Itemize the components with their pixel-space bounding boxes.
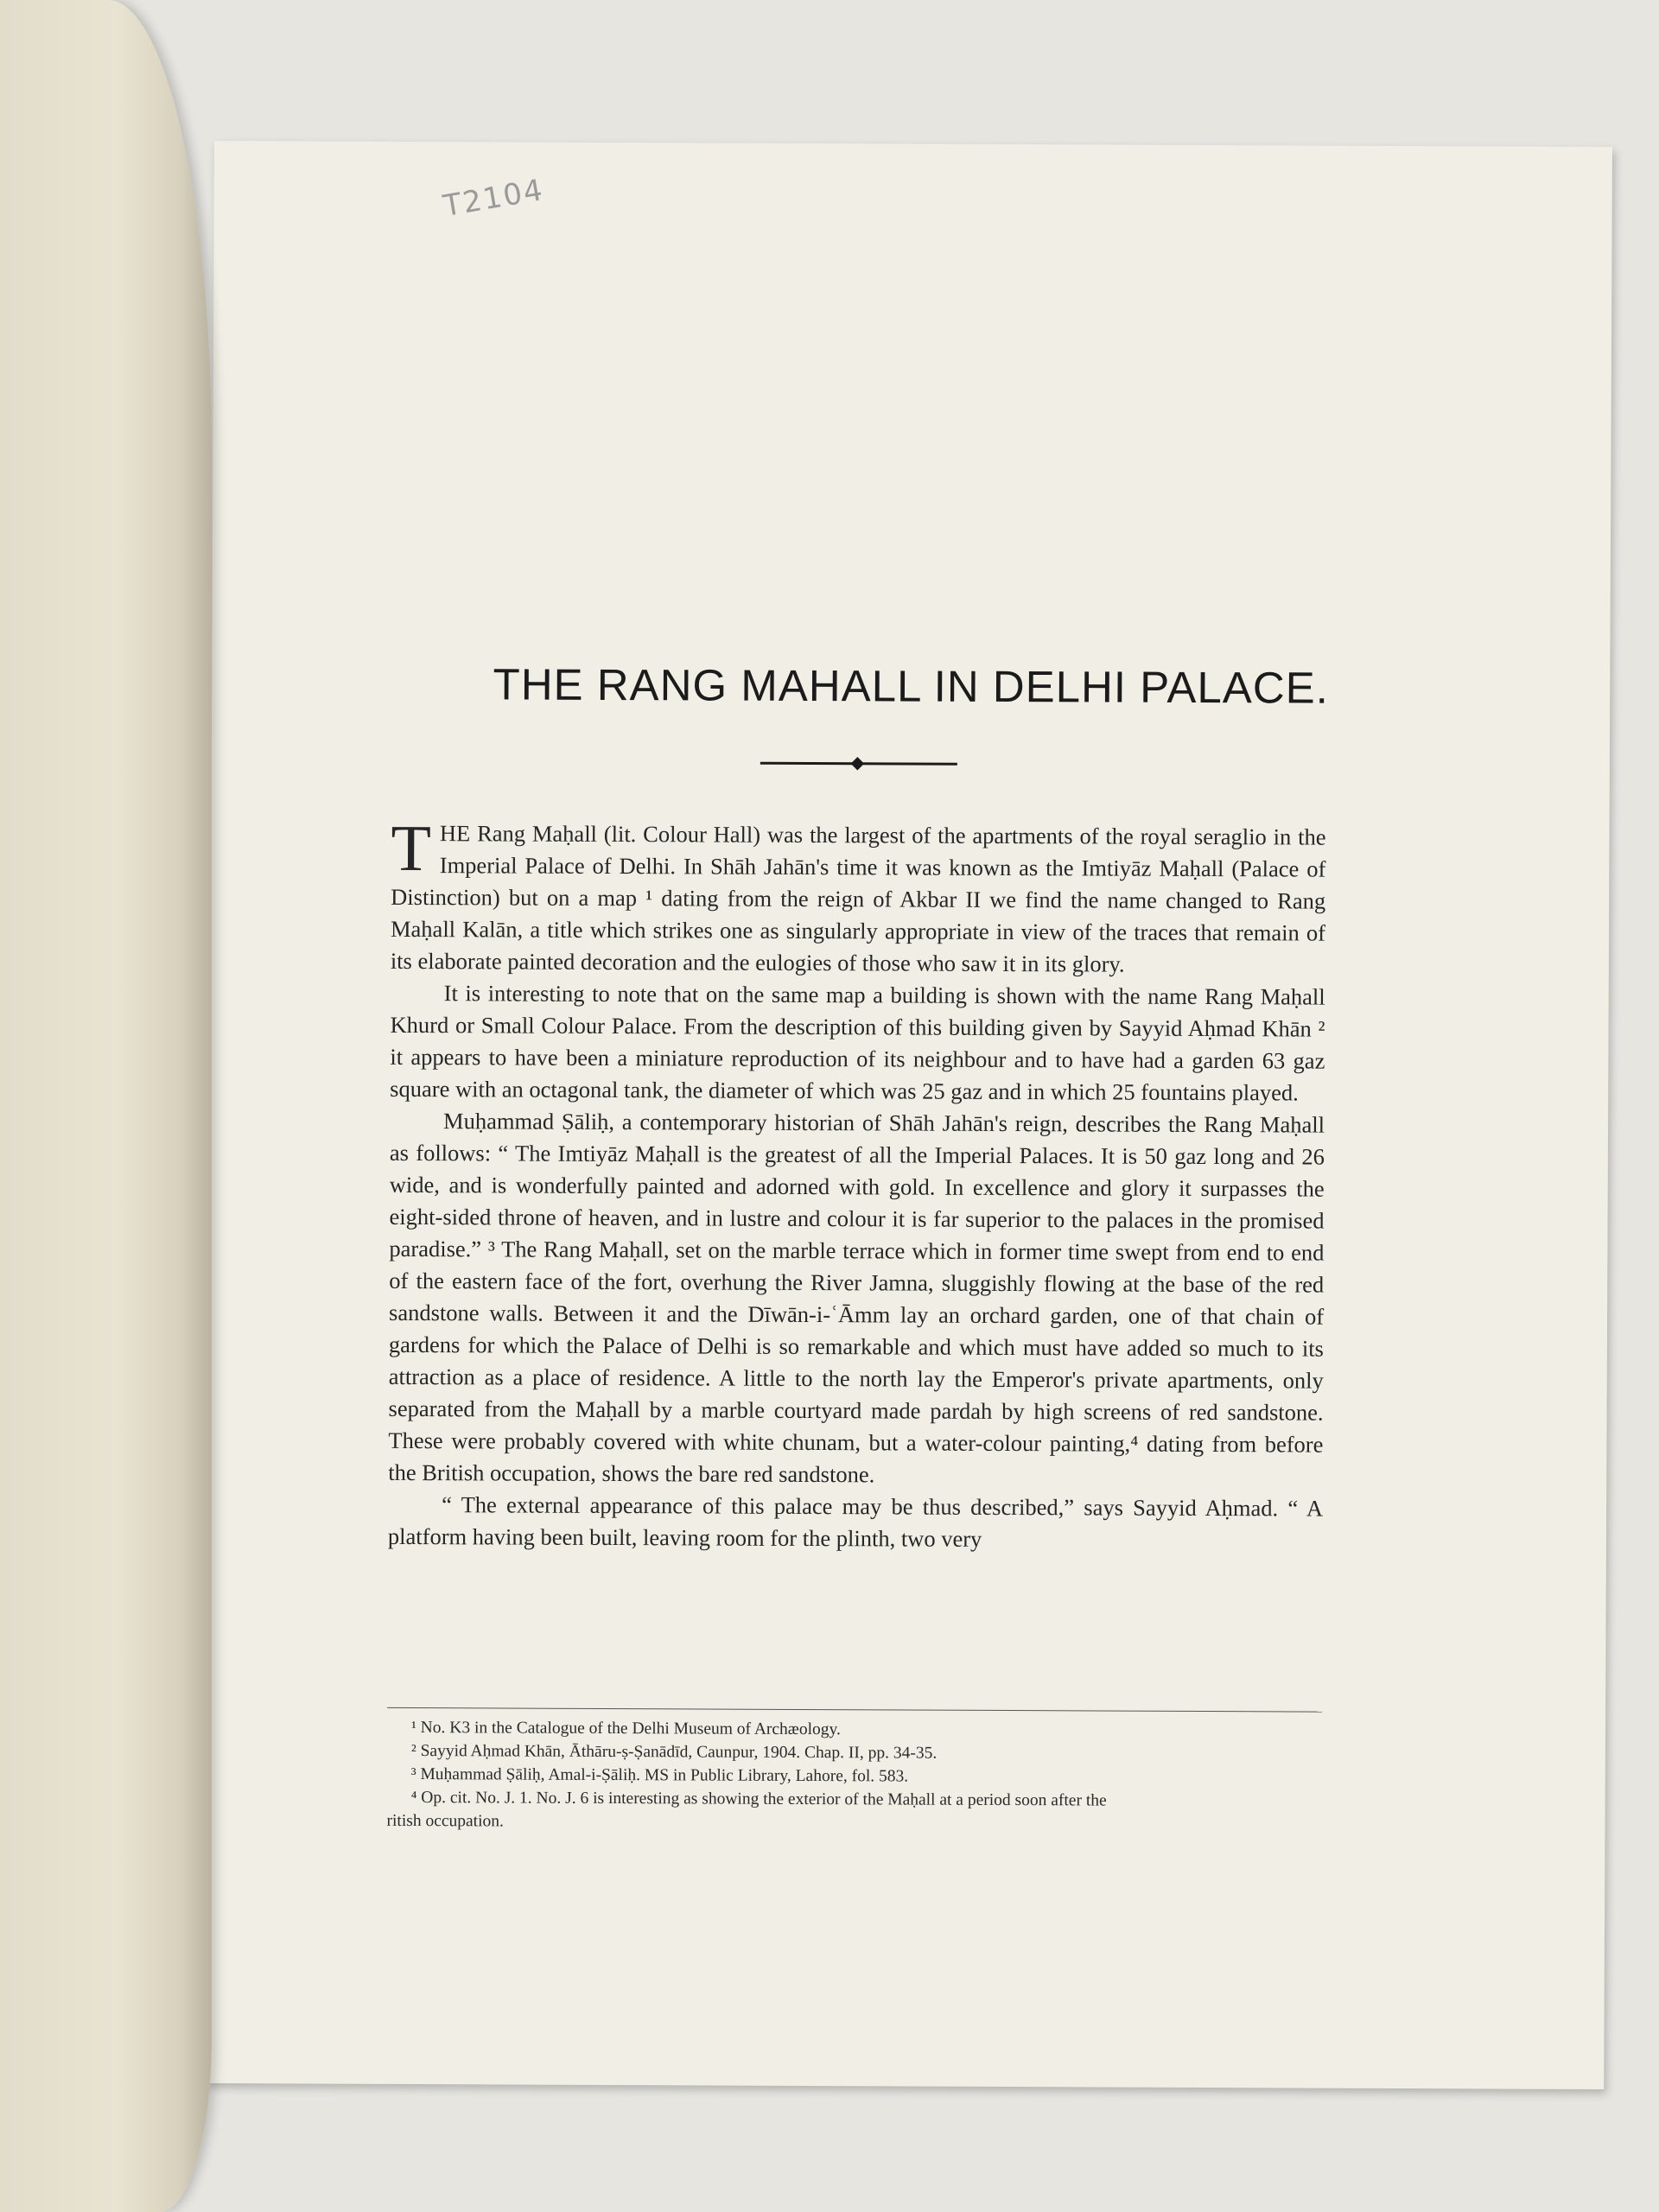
title-ornament-diamond	[851, 757, 865, 771]
paragraph-1	[390, 811, 1326, 982]
book-page	[206, 141, 1612, 2089]
footnote-separator	[387, 1707, 1322, 1713]
footnote-4-continuation: ritish occupation.	[386, 1811, 504, 1831]
paragraph-4: “ The external appearance of this palace may be thus described,” says Sayyid Aḥmad. “ A platform having been built, leaving room for the plinth, two very	[387, 1491, 1324, 1552]
footnote-2: ² Sayyid Aḥmad Khān, Āthāru-ṣ-Ṣanādīd, Caunpur, 1904. Chap. II, pp. 34-35.	[410, 1742, 938, 1763]
footnote-1: ¹ No. K3 in the Catalogue of the Delhi Museum of Archæology.	[410, 1719, 841, 1739]
paragraph-1-text: HE Rang Maḥall (lit. Colour Hall) was the largest of the apartments of the royal seraglio in the Imperial Palace of Delhi. In Shāh Jahān's time it was known as the Imtiyāz Maḥall (Palace of Distinction) but on a map ¹ dating from the reign of Akbar II we find the name changed to Rang Maḥall Kalān, a title which strikes one as singularly appropriate in view of the traces that remain of its elaborate painted decoration and the eulogies of those who saw it in its glory.	[390, 820, 1326, 977]
book-spine-left-page	[0, 0, 212, 2212]
paragraph-2: It is interesting to note that on the same map a building is shown with the name Rang Maḥall Khurd or Small Colour Palace. From the description of this building given by Sayyid Aḥmad Khān ² it appears to have been a miniature reproduction of its neighbour and to have had a garden 63 gaz square with an octagonal tank, the diameter of which was 25 gaz and in which 25 fountains played.	[390, 980, 1325, 1106]
paragraph-3: Muḥammad Ṣāliḥ, a contemporary historian of Shāh Jahān's reign, describes the Rang Maḥall as follows: “ The Imtiyāz Maḥall is the greatest of all the Imperial Palaces. It is 50 gaz long and 26 wide, and is wonderfully painted and adorned with gold. In excellence and glory it surpasses the eight-sided throne of heaven, and in lustre and colour it is far superior to the palaces in the promised paradise.” ³ The Rang Maḥall, set on the marble terrace which in former time swept from end to end of the eastern face of the fort, overhung the River Jamna, sluggishly flowing at the base of the red sandstone walls. Between it and the Dīwān-i-ʿĀmm lay an orchard garden, one of that chain of gardens for which the Palace of Delhi is so remarkable and which must have added so much to its attraction as a place of residence. A little to the north lay the Emperor's private apartments, only separated from the Maḥall by a marble courtyard made pardah by high screens of red sandstone. These were probably covered with white chunam, but a water-colour painting,⁴ dating from before the British occupation, shows the bare red sandstone.	[388, 1108, 1325, 1488]
page-title: THE RANG MAHALL IN DELHI PALACE.	[493, 659, 1329, 713]
handwritten-accession-number: T2104	[441, 172, 547, 225]
footnote-3: ³ Muḥammad Ṣāliḥ, Amal-i-Ṣāliḥ. MS in Public Library, Lahore, fol. 583.	[410, 1765, 909, 1786]
footnote-4: ⁴ Op. cit. No. J. 1. No. J. 6 is interesting as showing the exterior of the Maḥall at a period soon after the	[410, 1789, 1107, 1810]
article-body	[387, 811, 1326, 1557]
drop-cap: T	[391, 811, 432, 886]
footnotes	[386, 1716, 1322, 1837]
